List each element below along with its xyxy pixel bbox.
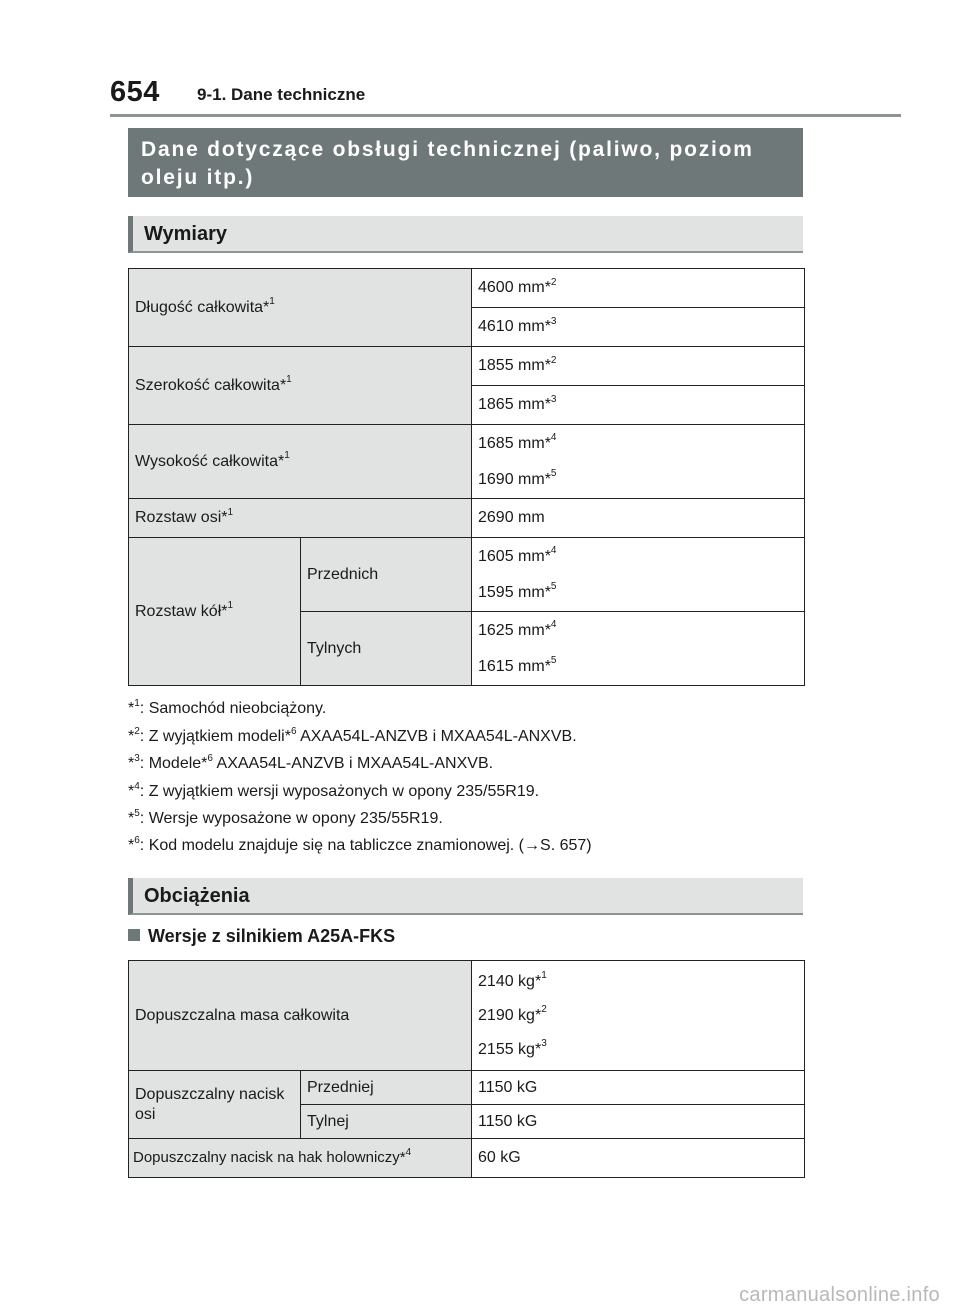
height-label: Wysokość całkowita*$^1$ [129, 425, 472, 499]
footnote-3: *$^3$: Modele*$^6$ AXAA54L-ANZVB i MXAA54L-ANXVB. [128, 752, 494, 772]
track-front-value: 1605 mm*$^4$ [478, 545, 557, 565]
engine-variant-heading: Wersje z silnikiem A25A-FKS [128, 926, 395, 947]
gross-mass-value: 2190 kg*$^2$ [478, 1004, 547, 1024]
footnote-4: *$^4$: Z wyjątkiem wersji wyposażonych w opony 235/55R19. [128, 780, 540, 800]
gross-mass-value: 2140 kg*$^1$ [478, 970, 547, 990]
track-rear-label: Tylnych [301, 612, 472, 686]
watermark: carmanualsonline.info [739, 1284, 940, 1306]
footnote-1: *$^1$: Samochód nieobciążony. [128, 697, 327, 717]
gross-mass-values [472, 961, 805, 1071]
length-value: 4610 mm*$^3$ [472, 308, 805, 347]
header-divider [110, 114, 901, 117]
axle-front-label: Przedniej [301, 1071, 472, 1105]
gross-mass-label: Dopuszczalna masa całkowita [129, 961, 472, 1071]
length-label: Długość całkowita*$^1$ [129, 269, 472, 347]
track-rear-values [472, 612, 805, 686]
track-rear-value: 1625 mm*$^4$ [478, 619, 557, 639]
page-reference-link[interactable]: S. 657 [540, 837, 587, 854]
dimensions-heading: Wymiary [128, 216, 803, 253]
wheelbase-value: 2690 mm [472, 499, 805, 538]
loads-heading: Obciążenia [128, 878, 803, 915]
footnote-6: *$^6$: Kod modelu znajduje się na tabliczce znamionowej. (→S. 657) [128, 834, 592, 854]
track-front-value: 1595 mm*$^5$ [478, 581, 557, 601]
axle-load-label: Dopuszczalny nacisk osi [129, 1071, 301, 1139]
height-values [472, 425, 805, 499]
track-label: Rozstaw kół*$^1$ [129, 538, 301, 686]
gross-mass-value: 2155 kg*$^3$ [478, 1038, 547, 1058]
width-value: 1865 mm*$^3$ [472, 386, 805, 425]
section-title: 9-1. Dane techniczne [197, 85, 366, 104]
loads-table [128, 960, 805, 1178]
height-value: 1685 mm*$^4$ [478, 432, 557, 452]
arrow-icon: → [524, 837, 541, 854]
main-title: Dane dotyczące obsługi technicznej (paliwo, poziom oleju itp.) [128, 128, 803, 197]
square-bullet-icon [128, 929, 140, 941]
track-rear-value: 1615 mm*$^5$ [478, 655, 557, 675]
axle-rear-label: Tylnej [301, 1105, 472, 1139]
footnote-5: *$^5$: Wersje wyposażone w opony 235/55R19. [128, 807, 443, 827]
hitch-load-label: Dopuszczalny nacisk na hak holowniczy*$^4$ [129, 1139, 472, 1178]
track-front-label: Przednich [301, 538, 472, 612]
page-number: 654 [110, 76, 160, 108]
length-value: 4600 mm*$^2$ [472, 269, 805, 308]
hitch-load-value: 60 kG [472, 1139, 805, 1178]
dimensions-table [128, 268, 805, 686]
axle-rear-value: 1150 kG [472, 1105, 805, 1139]
axle-front-value: 1150 kG [472, 1071, 805, 1105]
track-front-values [472, 538, 805, 612]
width-label: Szerokość całkowita*$^1$ [129, 347, 472, 425]
width-value: 1855 mm*$^2$ [472, 347, 805, 386]
footnote-2: *$^2$: Z wyjątkiem modeli*$^6$ AXAA54L-ANZVB i MXAA54L-ANXVB. [128, 725, 577, 745]
wheelbase-label: Rozstaw osi*$^1$ [129, 499, 472, 538]
height-value: 1690 mm*$^5$ [478, 468, 557, 488]
